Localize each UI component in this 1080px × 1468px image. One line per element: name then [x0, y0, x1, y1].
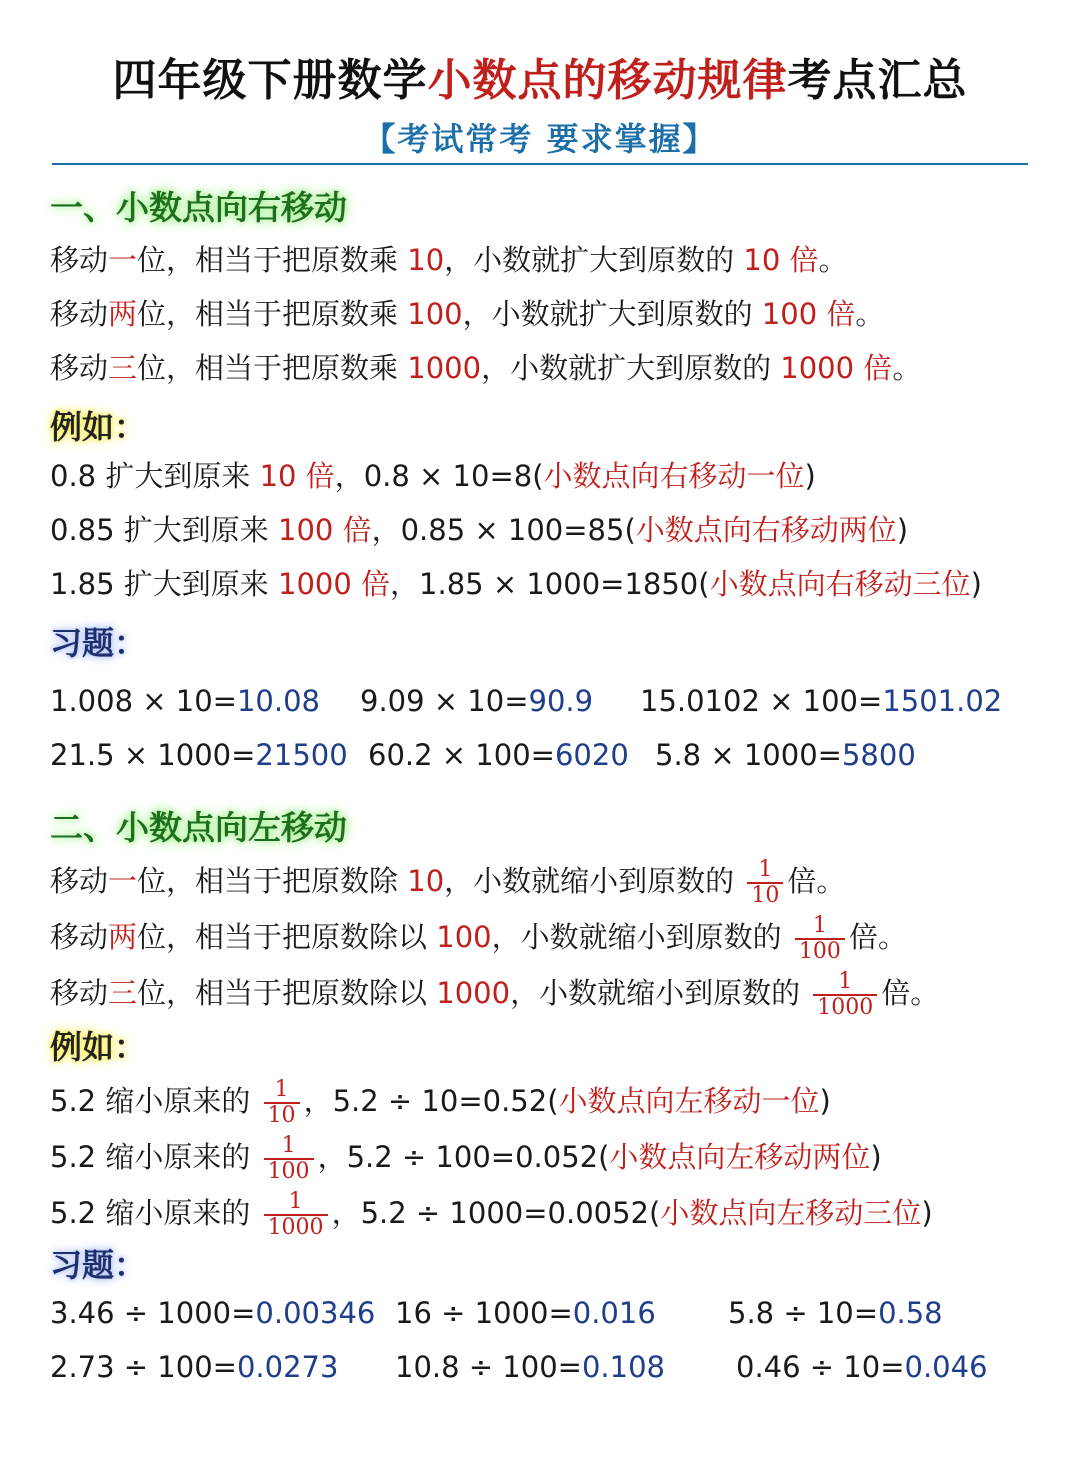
example-line: 5.2 缩小原来的 $\frac{1}{10}$ ，5.2 ÷ 10=0.52(小数点向左移动一位) — [50, 1077, 831, 1128]
exercise-label: 习题： — [50, 1246, 147, 1284]
example-line: 5.2 缩小原来的 $\frac{1}{1000}$ ，5.2 ÷ 1000=0.0052(小数点向左移动三位) — [50, 1189, 933, 1240]
exercise-item: 15.0102 × 100=1501.02 — [640, 684, 1003, 718]
page-subtitle: 【考试常考 要求掌握】 — [363, 120, 717, 158]
fraction: $\frac{1}{100}$ — [264, 1134, 314, 1184]
exercise-item: 1.008 × 10=10.08 — [50, 684, 320, 718]
exercise-item: 2.73 ÷ 100=0.0273 — [50, 1350, 339, 1384]
exercise-item: 0.46 ÷ 10=0.046 — [736, 1350, 988, 1384]
rule-line: 移动三位，相当于把原数乘 1000，小数就扩大到原数的 1000 倍。 — [50, 351, 922, 385]
exercise-item: 60.2 × 100=6020 — [368, 738, 629, 772]
rule-line: 移动三位，相当于把原数除以 1000，小数就缩小到原数的 $\frac{1}{1000}$ 倍。 — [50, 969, 940, 1020]
section-1-heading: 一、小数点向右移动 — [50, 188, 347, 227]
exercise-item: 21.5 × 1000=21500 — [50, 738, 348, 772]
example-line: 5.2 缩小原来的 $\frac{1}{100}$ ，5.2 ÷ 100=0.052(小数点向左移动两位) — [50, 1133, 882, 1184]
example-label: 例如： — [50, 408, 147, 446]
section-2-heading: 二、小数点向左移动 — [50, 808, 347, 847]
exercise-item: 3.46 ÷ 1000=0.00346 — [50, 1296, 376, 1330]
rule-line: 移动两位，相当于把原数乘 100，小数就扩大到原数的 100 倍。 — [50, 297, 885, 331]
example-line: 1.85 扩大到原来 1000 倍，1.85 × 1000=1850(小数点向右移动三位) — [50, 567, 982, 601]
example-line: 0.85 扩大到原来 100 倍，0.85 × 100=85(小数点向右移动两位) — [50, 513, 909, 547]
rule-line: 移动一位，相当于把原数除 10，小数就缩小到原数的 $\frac{1}{10}$ 倍。 — [50, 857, 846, 908]
fraction: $\frac{1}{100}$ — [795, 914, 845, 964]
exercise-item: 10.8 ÷ 100=0.108 — [395, 1350, 665, 1384]
fraction: $\frac{1}{1000}$ — [813, 970, 877, 1020]
title-highlight: 小数点的移动规律 — [427, 55, 788, 106]
exercise-item: 16 ÷ 1000=0.016 — [395, 1296, 656, 1330]
fraction: $\frac{1}{10}$ — [264, 1078, 300, 1128]
title-divider — [52, 163, 1028, 165]
exercise-item: 9.09 × 10=90.9 — [360, 684, 594, 718]
title-prefix: 四年级下册数学 — [112, 55, 428, 106]
exercise-item: 5.8 × 1000=5800 — [655, 738, 916, 772]
example-label: 例如： — [50, 1028, 147, 1066]
exercise-label: 习题： — [50, 624, 147, 662]
title-suffix: 考点汇总 — [787, 55, 968, 106]
fraction: $\frac{1}{1000}$ — [264, 1190, 328, 1240]
rule-line: 移动一位，相当于把原数乘 10，小数就扩大到原数的 10 倍。 — [50, 243, 848, 277]
page-title — [0, 44, 1080, 108]
fraction: $\frac{1}{10}$ — [747, 858, 783, 908]
rule-line: 移动两位，相当于把原数除以 100，小数就缩小到原数的 $\frac{1}{100}$ 倍。 — [50, 913, 907, 964]
example-line: 0.8 扩大到原来 10 倍，0.8 × 10=8(小数点向右移动一位) — [50, 459, 816, 493]
exercise-item: 5.8 ÷ 10=0.58 — [728, 1296, 943, 1330]
